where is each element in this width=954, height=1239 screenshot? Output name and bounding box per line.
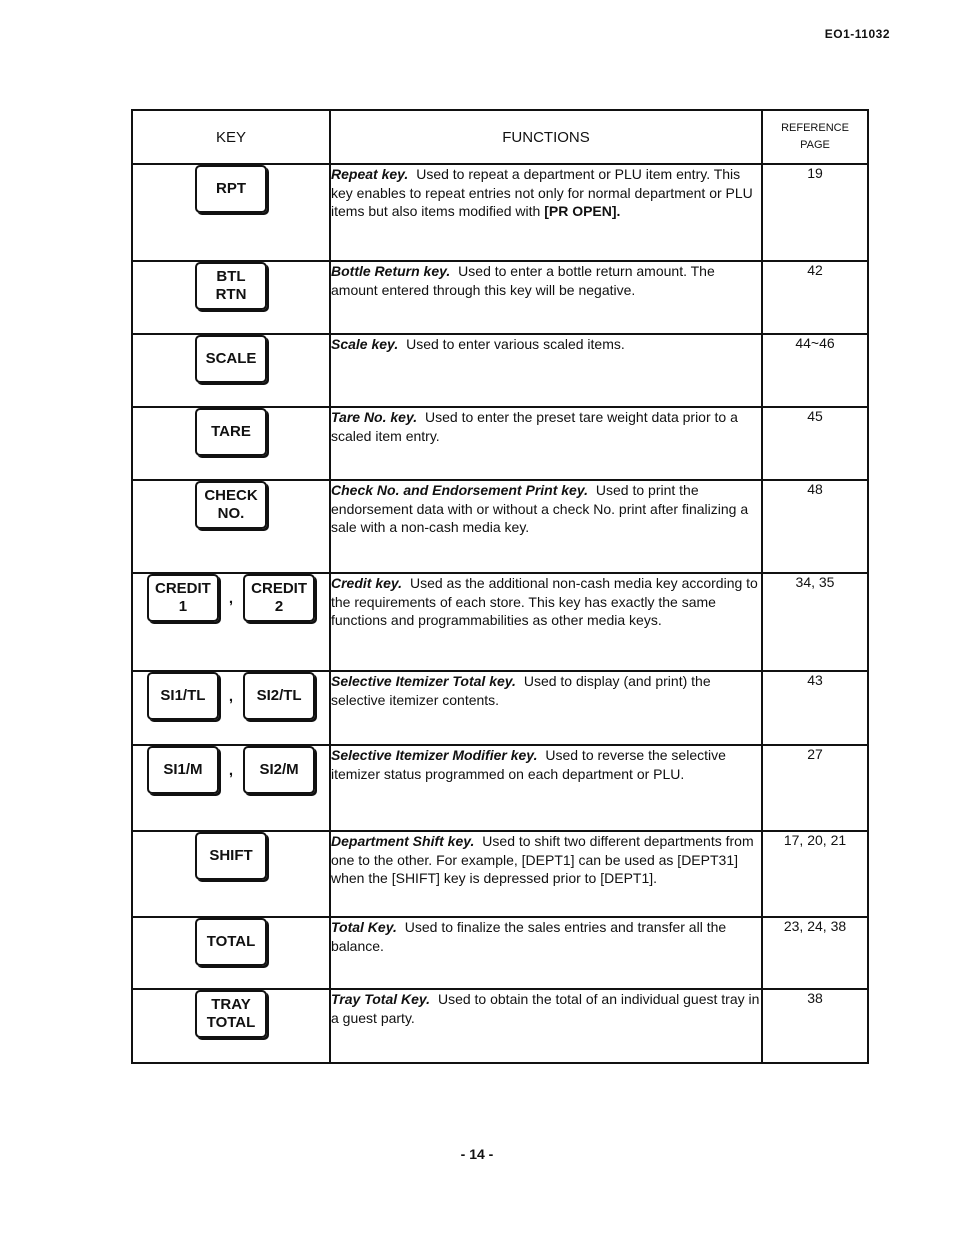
function-cell [330,831,762,917]
keycap-label: SI2/TL [256,687,302,704]
keycap-label: SCALE [205,350,257,367]
key-cell [132,261,330,334]
key-description: Used as the additional non-cash media key according to the requirements of each store. This key has exactly the same functions and programmabilities as other media keys. [331,575,758,628]
keycap-illustration [195,990,267,1038]
table-row [132,573,868,671]
keycap-label: BTL [216,268,246,285]
keycap-label: CHECK [204,487,258,504]
reference-page-cell: 27 [762,745,868,831]
key-cell [132,164,330,261]
keycap-label: SHIFT [209,847,253,864]
keycap-illustration [195,262,267,310]
keycap-illustration [195,335,267,383]
key-separator: , [228,687,234,705]
keycap-illustration [195,481,267,529]
key-name: Scale key. [331,336,399,352]
function-cell [330,989,762,1063]
function-cell [330,917,762,989]
keycap-illustration [195,832,267,880]
table-header-row [132,110,868,164]
keycap-illustration [195,918,267,966]
key-group [133,165,329,213]
key-code: [PR OPEN]. [544,203,621,219]
key-cell [132,745,330,831]
keycap-label: CREDIT [251,580,307,597]
key-group [133,574,329,622]
keycap-label: TOTAL [206,933,256,950]
header-reference-line1: REFERENCE [781,122,849,134]
function-cell [330,164,762,261]
header-reference-page [762,110,868,164]
keycap-label: TOTAL [206,1014,256,1031]
page-number: - 14 - [460,1146,494,1162]
reference-page-cell: 38 [762,989,868,1063]
key-separator: , [228,761,234,779]
reference-page-cell: 19 [762,164,868,261]
key-group [133,335,329,383]
key-group [133,990,329,1038]
keycap-illustration [147,672,219,720]
keycap-illustration [147,746,219,794]
reference-page-cell: 17, 20, 21 [762,831,868,917]
key-name: Selective Itemizer Total key. [331,673,516,689]
keycap-label: TRAY [211,996,251,1013]
keycap-label: RTN [215,286,247,303]
key-separator: , [228,589,234,607]
function-cell [330,573,762,671]
keycap-illustration [147,574,219,622]
keycap-illustration [243,746,315,794]
header-reference-line2: PAGE [800,139,830,151]
table-row [132,407,868,480]
function-cell [330,261,762,334]
table-row [132,671,868,745]
table-row [132,480,868,573]
key-cell [132,671,330,745]
key-name: Repeat key. [331,166,409,182]
key-cell [132,831,330,917]
key-description: Used to obtain the total of an individual guest tray in a guest party. [331,991,760,1026]
key-group [133,832,329,880]
keycap-label: 2 [274,598,284,615]
key-description: Used to print the endorsement data with or without a check No. print after finalizing a sale with a non-cash media key. [331,482,749,535]
function-cell [330,334,762,407]
key-name: Tray Total Key. [331,991,431,1007]
keycap-illustration [195,408,267,456]
key-group [133,918,329,966]
key-description: Used to shift two different departments from one to the other. For example, [DEPT1] can be used as [DEPT31] when the [SHIFT] key is depressed prior to [DEPT1]. [331,833,754,886]
key-description: Used to repeat a department or PLU item entry. This key enables to repeat entries not only for normal department or PLU items but also items modified with [331,166,753,219]
table-row [132,917,868,989]
table-row [132,831,868,917]
key-cell [132,917,330,989]
key-name: Tare No. key. [331,409,418,425]
key-description: Used to enter the preset tare weight data prior to a scaled item entry. [331,409,738,444]
key-description: Used to display (and print) the selective itemizer contents. [331,673,711,708]
key-group [133,408,329,456]
key-name: Check No. and Endorsement Print key. [331,482,588,498]
key-function-table [131,109,869,1064]
keycap-label: 1 [178,598,188,615]
keycap-label: RPT [216,180,246,197]
keycap-label: CREDIT [154,580,211,597]
key-name: Selective Itemizer Modifier key. [331,747,538,763]
key-cell [132,334,330,407]
key-cell [132,573,330,671]
reference-page-cell: 42 [762,261,868,334]
table-row [132,334,868,407]
key-name: Credit key. [331,575,403,591]
key-cell [132,989,330,1063]
keycap-illustration [243,574,315,622]
keycap-illustration [243,672,315,720]
key-name: Total Key. [331,919,397,935]
keycap-illustration [195,165,267,213]
reference-page-cell: 45 [762,407,868,480]
table-row [132,745,868,831]
key-group [133,672,329,720]
table-row [132,164,868,261]
reference-page-cell: 48 [762,480,868,573]
reference-page-cell: 43 [762,671,868,745]
key-group [133,746,329,794]
header-key: KEY [132,110,330,164]
table-row [132,261,868,334]
header-functions: FUNCTIONS [330,110,762,164]
reference-page-cell: 34, 35 [762,573,868,671]
function-cell [330,671,762,745]
reference-page-cell: 23, 24, 38 [762,917,868,989]
table-body [132,164,868,1063]
keycap-label: NO. [217,505,245,522]
key-name: Bottle Return key. [331,263,451,279]
table-row [132,989,868,1063]
keycap-label: TARE [211,423,251,440]
keycap-label: SI1/M [163,761,203,778]
keycap-label: SI2/M [259,761,299,778]
key-cell [132,407,330,480]
reference-page-cell: 44~46 [762,334,868,407]
key-description: Used to finalize the sales entries and transfer all the balance. [331,919,727,954]
key-description: Used to enter a bottle return amount. The amount entered through this key will be negative. [331,263,715,298]
function-cell [330,407,762,480]
key-name: Department Shift key. [331,833,475,849]
key-cell [132,480,330,573]
function-cell [330,745,762,831]
key-description: Used to reverse the selective itemizer status programmed on each department or PLU. [331,747,726,782]
document-id: EO1-11032 [824,27,890,41]
function-cell [330,480,762,573]
key-group [133,262,329,310]
key-description: Used to enter various scaled items. [406,336,625,352]
key-group [133,481,329,529]
keycap-label: SI1/TL [160,687,206,704]
